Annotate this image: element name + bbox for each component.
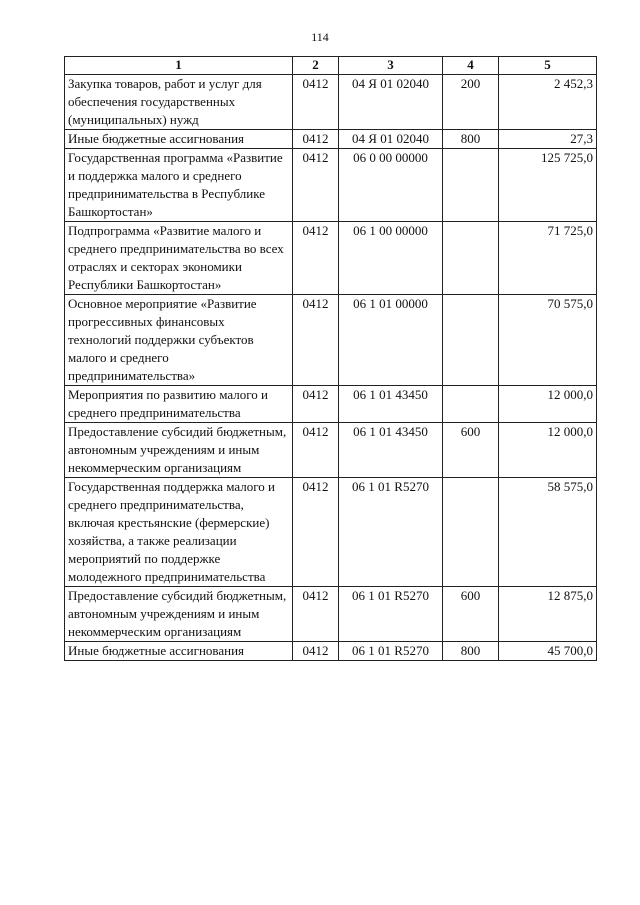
table-row <box>65 642 597 661</box>
amount-cell: 12 000,0 <box>499 423 597 478</box>
section-code-cell: 0412 <box>293 149 339 222</box>
section-code-cell: 0412 <box>293 478 339 587</box>
table-row <box>65 587 597 642</box>
target-article-cell: 04 Я 01 02040 <box>339 75 443 130</box>
section-code-cell: 0412 <box>293 295 339 386</box>
expense-type-cell <box>443 386 499 423</box>
page-number: 114 <box>311 30 329 44</box>
table-row <box>65 75 597 130</box>
amount-cell: 70 575,0 <box>499 295 597 386</box>
item-name-cell: Мероприятия по развитию малого и среднего предпринимательства <box>65 386 293 423</box>
item-name-cell: Государственная поддержка малого и среднего предпринимательства, включая крестьянские (фермерские) хозяйства, а также реализации мероприятий по поддержке молодежного предпринимательства <box>65 478 293 587</box>
target-article-cell: 06 1 00 00000 <box>339 222 443 295</box>
item-name-cell: Иные бюджетные ассигнования <box>65 130 293 149</box>
amount-cell: 12 000,0 <box>499 386 597 423</box>
table-row <box>65 478 597 587</box>
table-row <box>65 222 597 295</box>
target-article-cell: 06 1 01 R5270 <box>339 587 443 642</box>
section-code-cell: 0412 <box>293 386 339 423</box>
column-header: 2 <box>293 57 339 75</box>
table-header-row <box>65 57 597 75</box>
section-code-cell: 0412 <box>293 75 339 130</box>
amount-cell: 45 700,0 <box>499 642 597 661</box>
amount-cell: 71 725,0 <box>499 222 597 295</box>
target-article-cell: 06 1 01 R5270 <box>339 478 443 587</box>
item-name-cell: Государственная программа «Развитие и поддержка малого и среднего предпринимательства в Республике Башкортостан» <box>65 149 293 222</box>
amount-cell: 27,3 <box>499 130 597 149</box>
column-header: 1 <box>65 57 293 75</box>
item-name-cell: Предоставление субсидий бюджетным, автономным учреждениям и иным некоммерческим организациям <box>65 423 293 478</box>
expense-type-cell <box>443 478 499 587</box>
amount-cell: 125 725,0 <box>499 149 597 222</box>
item-name-cell: Основное мероприятие «Развитие прогрессивных финансовых технологий поддержки субъектов малого и среднего предпринимательства» <box>65 295 293 386</box>
target-article-cell: 06 1 01 R5270 <box>339 642 443 661</box>
table-row <box>65 130 597 149</box>
expense-type-cell <box>443 295 499 386</box>
target-article-cell: 04 Я 01 02040 <box>339 130 443 149</box>
column-header: 3 <box>339 57 443 75</box>
table-row <box>65 149 597 222</box>
expense-type-cell: 600 <box>443 587 499 642</box>
target-article-cell: 06 0 00 00000 <box>339 149 443 222</box>
item-name-cell: Закупка товаров, работ и услуг для обеспечения государственных (муниципальных) нужд <box>65 75 293 130</box>
column-header: 5 <box>499 57 597 75</box>
target-article-cell: 06 1 01 00000 <box>339 295 443 386</box>
section-code-cell: 0412 <box>293 587 339 642</box>
column-header: 4 <box>443 57 499 75</box>
target-article-cell: 06 1 01 43450 <box>339 386 443 423</box>
item-name-cell: Иные бюджетные ассигнования <box>65 642 293 661</box>
item-name-cell: Подпрограмма «Развитие малого и среднего предпринимательства во всех отраслях и секторах экономики Республики Башкортостан» <box>65 222 293 295</box>
expense-type-cell: 200 <box>443 75 499 130</box>
expense-type-cell <box>443 222 499 295</box>
target-article-cell: 06 1 01 43450 <box>339 423 443 478</box>
budget-table <box>64 56 597 661</box>
table-row <box>65 295 597 386</box>
expense-type-cell: 800 <box>443 642 499 661</box>
expense-type-cell: 800 <box>443 130 499 149</box>
table-row <box>65 386 597 423</box>
section-code-cell: 0412 <box>293 222 339 295</box>
expense-type-cell: 600 <box>443 423 499 478</box>
amount-cell: 12 875,0 <box>499 587 597 642</box>
section-code-cell: 0412 <box>293 642 339 661</box>
section-code-cell: 0412 <box>293 423 339 478</box>
expense-type-cell <box>443 149 499 222</box>
section-code-cell: 0412 <box>293 130 339 149</box>
amount-cell: 2 452,3 <box>499 75 597 130</box>
table-row <box>65 423 597 478</box>
amount-cell: 58 575,0 <box>499 478 597 587</box>
item-name-cell: Предоставление субсидий бюджетным, автономным учреждениям и иным некоммерческим организациям <box>65 587 293 642</box>
